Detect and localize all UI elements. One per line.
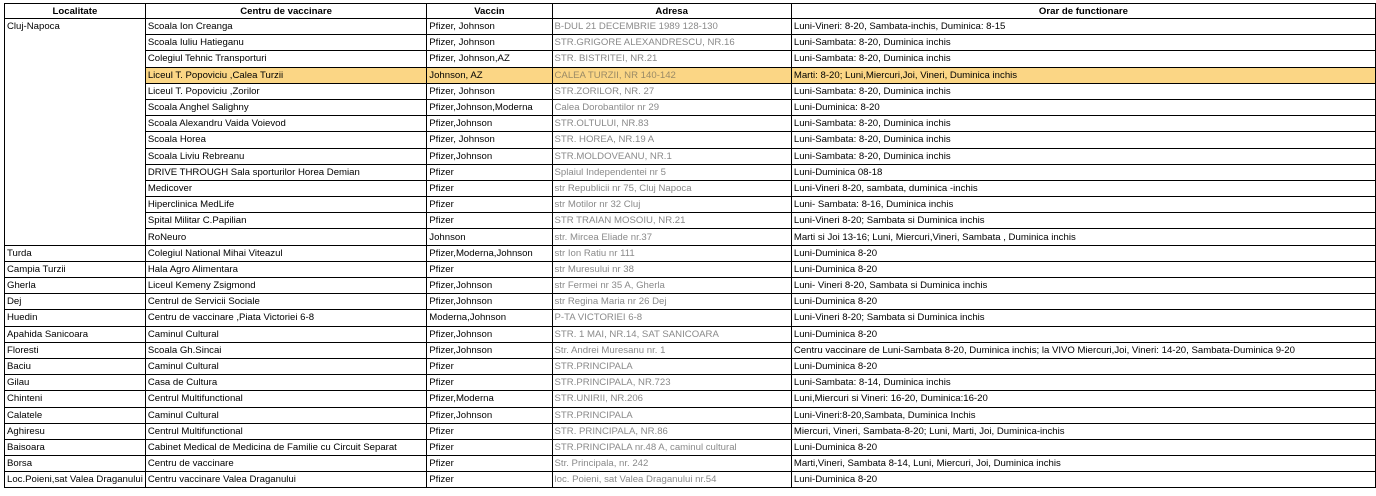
table-row: [5, 245, 1376, 261]
cell-orar: Marti,Vineri, Sambata 8-14, Luni, Miercuri, Joi, Duminica inchis: [791, 456, 1375, 472]
cell-orar: Luni- Sambata: 8-16, Duminica inchis: [791, 197, 1375, 213]
cell-centru: Scoala Alexandru Vaida Voievod: [145, 116, 426, 132]
cell-orar: Marti: 8-20; Luni,Miercuri,Joi, Vineri, Duminica inchis: [791, 67, 1375, 83]
cell-vaccin: Pfizer,Johnson: [427, 294, 552, 310]
cell-centru: Medicover: [145, 180, 426, 196]
cell-centru: Centrul Multifunctional: [145, 391, 426, 407]
cell-vaccin: Pfizer, Johnson: [427, 35, 552, 51]
cell-localitate: Baisoara: [5, 439, 146, 455]
header-localitate: Localitate: [5, 4, 146, 19]
cell-localitate: Huedin: [5, 310, 146, 326]
cell-centru: Cabinet Medical de Medicina de Familie cu Circuit Separat: [145, 439, 426, 455]
cell-orar: Luni-Sambata: 8-20, Duminica inchis: [791, 132, 1375, 148]
cell-centru: Centru vaccinare Valea Draganului: [145, 472, 426, 488]
cell-centru: Caminul Cultural: [145, 326, 426, 342]
cell-adresa: STR.PRINCIPALA nr.48 A, caminul cultural: [552, 439, 791, 455]
cell-adresa: STR.OLTULUI, NR.83: [552, 116, 791, 132]
table-row: [5, 261, 1376, 277]
table-row: [5, 116, 1376, 132]
table-row: [5, 375, 1376, 391]
cell-centru: Colegiul National Mihai Viteazul: [145, 245, 426, 261]
cell-orar: Luni-Duminica 8-20: [791, 439, 1375, 455]
cell-orar: Luni-Duminica 08-18: [791, 164, 1375, 180]
table-row: [5, 197, 1376, 213]
table-row: [5, 342, 1376, 358]
cell-vaccin: Pfizer: [427, 164, 552, 180]
cell-vaccin: Moderna,Johnson: [427, 310, 552, 326]
cell-vaccin: Pfizer: [427, 472, 552, 488]
cell-orar: Luni,Miercuri si Vineri: 16-20, Duminica:16-20: [791, 391, 1375, 407]
cell-centru: Liceul T. Popoviciu ,Calea Turzii: [145, 67, 426, 83]
vaccination-centers-table: [4, 3, 1376, 488]
cell-adresa: STR. PRINCIPALA, NR.86: [552, 423, 791, 439]
table-row: [5, 19, 1376, 35]
table-row: [5, 358, 1376, 374]
cell-centru: Liceul T. Popoviciu ,Zorilor: [145, 83, 426, 99]
cell-centru: Hiperclinica MedLife: [145, 197, 426, 213]
cell-adresa: str. Mircea Eliade nr.37: [552, 229, 791, 245]
cell-localitate: Borsa: [5, 456, 146, 472]
cell-orar: Luni-Vineri 8-20, sambata, duminica -inchis: [791, 180, 1375, 196]
cell-centru: RoNeuro: [145, 229, 426, 245]
table-row: [5, 67, 1376, 83]
cell-adresa: str Muresului nr 38: [552, 261, 791, 277]
table-row: [5, 326, 1376, 342]
cell-adresa: STR.PRINCIPALA, NR.723: [552, 375, 791, 391]
cell-orar: Luni-Vineri: 8-20, Sambata-inchis, Duminica: 8-15: [791, 19, 1375, 35]
cell-adresa: STR. HOREA, NR.19 A: [552, 132, 791, 148]
cell-centru: Scoala Liviu Rebreanu: [145, 148, 426, 164]
cell-orar: Miercuri, Vineri, Sambata-8-20; Luni, Marti, Joi, Duminica-inchis: [791, 423, 1375, 439]
cell-vaccin: Pfizer: [427, 423, 552, 439]
cell-adresa: str Republicii nr 75, Cluj Napoca: [552, 180, 791, 196]
cell-centru: Scoala Gh.Sincai: [145, 342, 426, 358]
cell-orar: Luni-Sambata: 8-20, Duminica inchis: [791, 148, 1375, 164]
cell-localitate: Calatele: [5, 407, 146, 423]
cell-vaccin: Pfizer: [427, 439, 552, 455]
cell-adresa: str Regina Maria nr 26 Dej: [552, 294, 791, 310]
cell-localitate: Campia Turzii: [5, 261, 146, 277]
cell-vaccin: Pfizer: [427, 180, 552, 196]
table-row: [5, 391, 1376, 407]
cell-orar: Luni-Duminica 8-20: [791, 245, 1375, 261]
cell-vaccin: Pfizer: [427, 375, 552, 391]
cell-centru: Caminul Cultural: [145, 407, 426, 423]
cell-centru: Spital Militar C.Papilian: [145, 213, 426, 229]
table-row: [5, 35, 1376, 51]
cell-centru: DRIVE THROUGH Sala sporturilor Horea Demian: [145, 164, 426, 180]
table-row: [5, 213, 1376, 229]
cell-vaccin: Pfizer,Johnson: [427, 342, 552, 358]
cell-centru: Hala Agro Alimentara: [145, 261, 426, 277]
table-row: [5, 180, 1376, 196]
table-row: [5, 472, 1376, 488]
header-row: [5, 4, 1376, 19]
cell-centru: Casa de Cultura: [145, 375, 426, 391]
cell-adresa: str Motilor nr 32 Cluj: [552, 197, 791, 213]
cell-adresa: STR.MOLDOVEANU, NR.1: [552, 148, 791, 164]
cell-localitate: Gherla: [5, 278, 146, 294]
cell-vaccin: Pfizer: [427, 197, 552, 213]
cell-vaccin: Pfizer,Johnson: [427, 326, 552, 342]
cell-localitate: Apahida Sanicoara: [5, 326, 146, 342]
table-row: [5, 439, 1376, 455]
cell-orar: Luni-Duminica 8-20: [791, 326, 1375, 342]
cell-vaccin: Pfizer, Johnson: [427, 83, 552, 99]
header-vaccin: Vaccin: [427, 4, 552, 19]
table-row: [5, 407, 1376, 423]
cell-vaccin: Johnson: [427, 229, 552, 245]
cell-localitate: Baciu: [5, 358, 146, 374]
cell-orar: Luni-Sambata: 8-20, Duminica inchis: [791, 35, 1375, 51]
cell-centru: Centru de vaccinare ,Piata Victoriei 6-8: [145, 310, 426, 326]
cell-vaccin: Pfizer: [427, 456, 552, 472]
cell-orar: Luni- Vineri 8-20, Sambata si Duminica inchis: [791, 278, 1375, 294]
cell-adresa: CALEA TURZII, NR 140-142: [552, 67, 791, 83]
cell-adresa: Str. Principala, nr. 242: [552, 456, 791, 472]
table-row: [5, 99, 1376, 115]
cell-adresa: STR.PRINCIPALA: [552, 407, 791, 423]
cell-orar: Luni-Sambata: 8-20, Duminica inchis: [791, 51, 1375, 67]
cell-centru: Scoala Iuliu Hatieganu: [145, 35, 426, 51]
cell-adresa: Calea Dorobantilor nr 29: [552, 99, 791, 115]
cell-localitate: Cluj-Napoca: [5, 19, 146, 246]
table-row: [5, 294, 1376, 310]
cell-localitate: Dej: [5, 294, 146, 310]
cell-vaccin: Pfizer: [427, 213, 552, 229]
cell-vaccin: Pfizer,Johnson: [427, 116, 552, 132]
cell-localitate: Aghiresu: [5, 423, 146, 439]
cell-adresa: P-TA VICTORIEI 6-8: [552, 310, 791, 326]
cell-localitate: Gilau: [5, 375, 146, 391]
cell-adresa: Splaiul Independentei nr 5: [552, 164, 791, 180]
cell-centru: Caminul Cultural: [145, 358, 426, 374]
cell-orar: Luni-Sambata: 8-20, Duminica inchis: [791, 116, 1375, 132]
cell-vaccin: Pfizer, Johnson: [427, 19, 552, 35]
cell-adresa: STR.GRIGORE ALEXANDRESCU, NR.16: [552, 35, 791, 51]
cell-orar: Luni-Duminica 8-20: [791, 358, 1375, 374]
cell-orar: Marti si Joi 13-16; Luni, Miercuri,Vineri, Sambata , Duminica inchis: [791, 229, 1375, 245]
cell-vaccin: Pfizer,Johnson: [427, 278, 552, 294]
cell-centru: Scoala Ion Creanga: [145, 19, 426, 35]
cell-orar: Luni-Vineri 8-20; Sambata si Duminica inchis: [791, 213, 1375, 229]
cell-orar: Luni-Duminica 8-20: [791, 294, 1375, 310]
cell-orar: Luni-Sambata: 8-14, Duminica inchis: [791, 375, 1375, 391]
cell-orar: Luni-Duminica 8-20: [791, 261, 1375, 277]
cell-localitate: Chinteni: [5, 391, 146, 407]
cell-localitate: Loc.Poieni,sat Valea Draganului: [5, 472, 146, 488]
cell-orar: Luni-Sambata: 8-20, Duminica inchis: [791, 83, 1375, 99]
table-row: [5, 132, 1376, 148]
table-row: [5, 148, 1376, 164]
cell-orar: Luni-Duminica: 8-20: [791, 99, 1375, 115]
cell-vaccin: Pfizer,Johnson: [427, 407, 552, 423]
table-row: [5, 51, 1376, 67]
header-adresa: Adresa: [552, 4, 791, 19]
cell-vaccin: Pfizer,Moderna: [427, 391, 552, 407]
cell-vaccin: Pfizer, Johnson,AZ: [427, 51, 552, 67]
cell-adresa: STR.UNIRII, NR.206: [552, 391, 791, 407]
table-row: [5, 83, 1376, 99]
cell-orar: Luni-Vineri:8-20,Sambata, Duminica Inchis: [791, 407, 1375, 423]
cell-adresa: loc. Poieni, sat Valea Draganului nr.54: [552, 472, 791, 488]
cell-orar: Centru vaccinare de Luni-Sambata 8-20, Duminica inchis; la VIVO Miercuri,Joi, Vineri: 14-20, Sambata-Duminica 9-20: [791, 342, 1375, 358]
cell-vaccin: Pfizer: [427, 261, 552, 277]
table-row: [5, 278, 1376, 294]
cell-centru: Scoala Anghel Salighny: [145, 99, 426, 115]
cell-orar: Luni-Vineri 8-20; Sambata si Duminica inchis: [791, 310, 1375, 326]
cell-centru: Centrul de Servicii Sociale: [145, 294, 426, 310]
cell-adresa: str Ion Ratiu nr 111: [552, 245, 791, 261]
cell-vaccin: Pfizer, Johnson: [427, 132, 552, 148]
cell-adresa: STR.PRINCIPALA: [552, 358, 791, 374]
cell-adresa: STR. 1 MAI, NR.14, SAT SANICOARA: [552, 326, 791, 342]
cell-adresa: Str. Andrei Muresanu nr. 1: [552, 342, 791, 358]
cell-adresa: STR. BISTRITEI, NR.21: [552, 51, 791, 67]
cell-vaccin: Pfizer: [427, 358, 552, 374]
cell-adresa: str Fermei nr 35 A, Gherla: [552, 278, 791, 294]
table-row: [5, 310, 1376, 326]
table-row: [5, 164, 1376, 180]
cell-adresa: STR TRAIAN MOSOIU, NR.21: [552, 213, 791, 229]
table-row: [5, 456, 1376, 472]
cell-vaccin: Johnson, AZ: [427, 67, 552, 83]
cell-centru: Centrul Multifunctional: [145, 423, 426, 439]
cell-adresa: B-DUL 21 DECEMBRIE 1989 128-130: [552, 19, 791, 35]
cell-centru: Scoala Horea: [145, 132, 426, 148]
cell-adresa: STR.ZORILOR, NR. 27: [552, 83, 791, 99]
cell-vaccin: Pfizer,Johnson,Moderna: [427, 99, 552, 115]
cell-centru: Centru de vaccinare: [145, 456, 426, 472]
cell-orar: Luni-Duminica 8-20: [791, 472, 1375, 488]
cell-vaccin: Pfizer,Moderna,Johnson: [427, 245, 552, 261]
cell-localitate: Floresti: [5, 342, 146, 358]
header-centru: Centru de vaccinare: [145, 4, 426, 19]
table-row: [5, 229, 1376, 245]
cell-vaccin: Pfizer,Johnson: [427, 148, 552, 164]
cell-centru: Liceul Kemeny Zsigmond: [145, 278, 426, 294]
header-orar: Orar de functionare: [791, 4, 1375, 19]
table-row: [5, 423, 1376, 439]
cell-centru: Colegiul Tehnic Transporturi: [145, 51, 426, 67]
cell-localitate: Turda: [5, 245, 146, 261]
